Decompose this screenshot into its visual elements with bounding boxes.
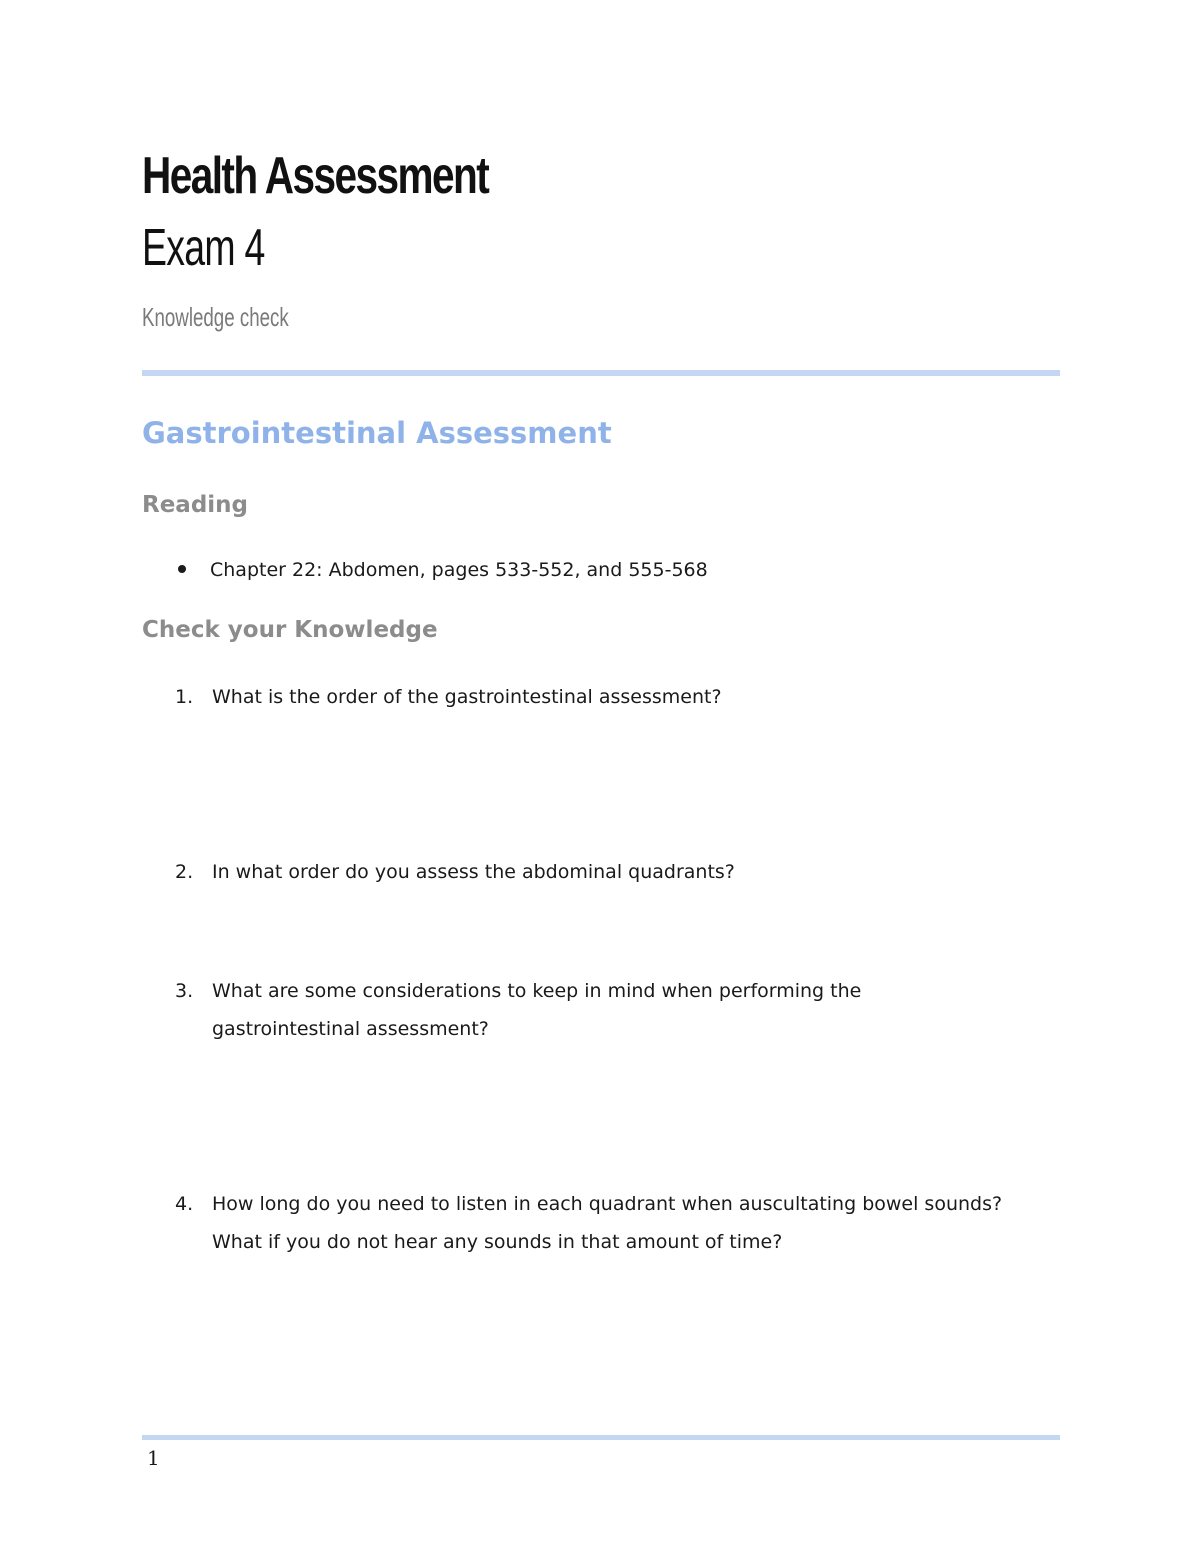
question-number: 2. (175, 861, 194, 883)
question-number: 3. (175, 980, 194, 1002)
question-number: 1. (175, 686, 194, 708)
document-tagline: Knowledge check (142, 302, 289, 332)
reading-item-text: Chapter 22: Abdomen, pages 533-552, and 555-568 (210, 559, 708, 581)
check-knowledge-heading: Check your Knowledge (142, 617, 438, 643)
footer-divider (142, 1435, 1060, 1440)
section-heading: Gastrointestinal Assessment (142, 416, 612, 450)
header-divider (142, 370, 1060, 376)
question-text: What are some considerations to keep in mind when performing the gastrointestinal assessment? (212, 980, 862, 1040)
bullet-icon (178, 565, 186, 573)
question-item (175, 972, 915, 1048)
page-number: 1 (147, 1446, 160, 1470)
reading-heading: Reading (142, 492, 249, 518)
question-text: In what order do you assess the abdominal quadrants? (212, 861, 735, 883)
question-item (175, 853, 1055, 891)
question-item (175, 678, 1055, 716)
question-text: What is the order of the gastrointestinal assessment? (212, 686, 722, 708)
reading-list-item (178, 559, 708, 581)
document-subtitle: Exam 4 (142, 219, 265, 277)
question-item (175, 1185, 1055, 1261)
question-number: 4. (175, 1193, 194, 1215)
question-text: How long do you need to listen in each quadrant when auscultating bowel sounds? What if you do not hear any sounds in that amount of time? (212, 1193, 1003, 1253)
document-title: Health Assessment (142, 147, 489, 205)
